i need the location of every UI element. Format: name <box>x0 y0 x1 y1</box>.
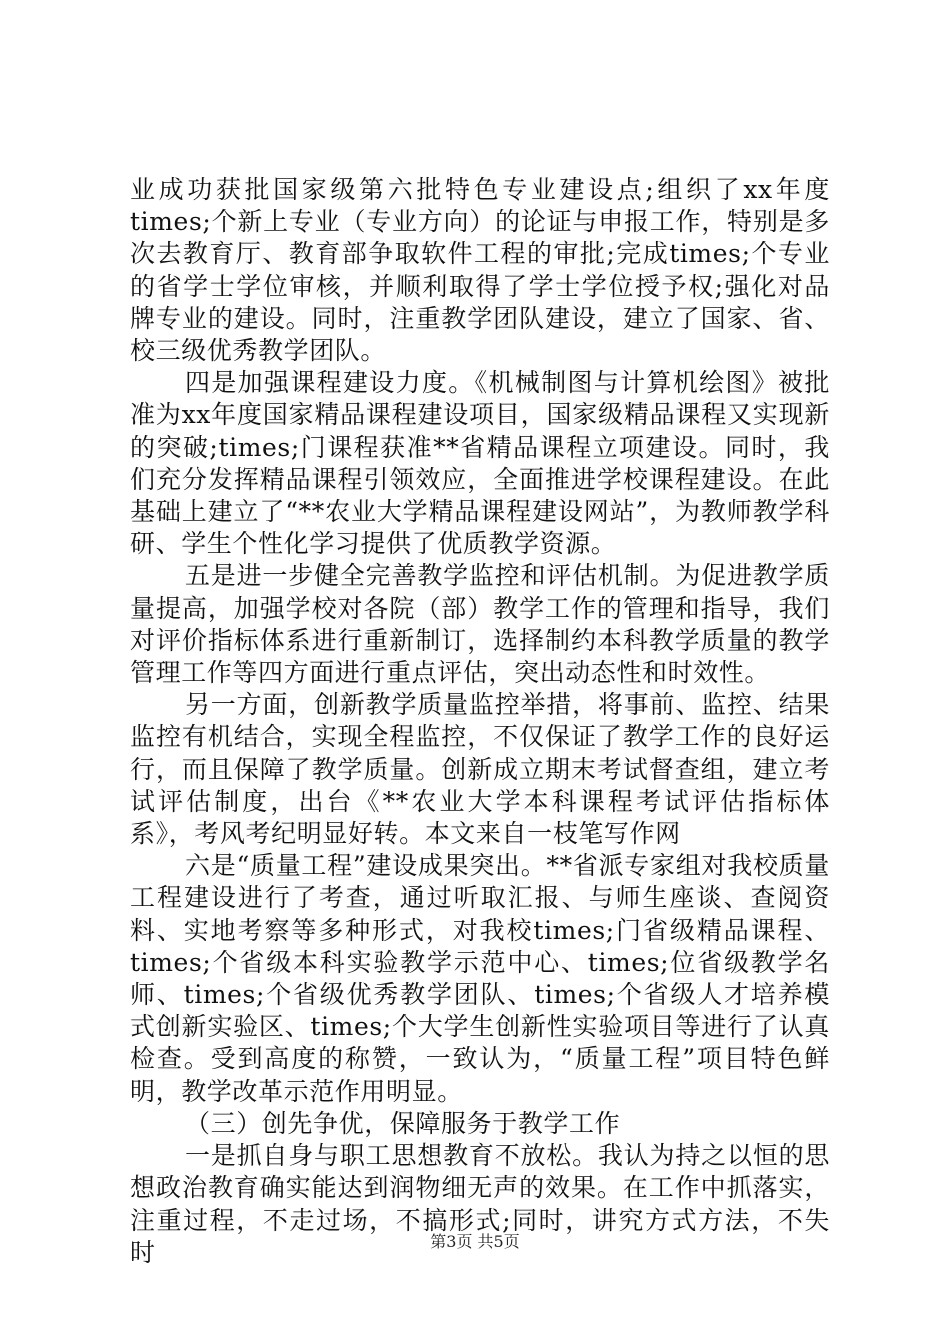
paragraph-ideological-education: 一是抓自身与职工思想教育不放松。我认为持之以恒的思想政治教育确实能达到润物细无声的效果。在工作中抓落实，注重过程，不走过场，不搞形式;同时，讲究方式方法，不失时 <box>130 1141 830 1267</box>
paragraph-monitoring-measures: 另一方面，创新教学质量监控举措，将事前、监控、结果监控有机结合，实现全程监控，不仅保证了教学工作的良好运行，而且保障了教学质量。创新成立期末考试督查组，建立考试评估制度，出台《**农业大学本科课程考试评估指标体系》，考风考纪明显好转。本文来自一枝笔写作网 <box>130 690 830 849</box>
paragraph-quality-project: 六是“质量工程”建设成果突出。**省派专家组对我校质量工程建设进行了考查，通过听取汇报、与师生座谈、查阅资料、实地考察等多种形式，对我校times;门省级精品课程、times;个省级本科实验教学示范中心、times;位省级教学名师、times;个省级优秀教学团队、times;个省级人才培养模式创新实验区、times;个大学生创新性实验项目等进行了认真检查。受到高度的称赞，一致认为，“质量工程”项目特色鲜明，教学改革示范作用明显。 <box>130 851 830 1106</box>
page-footer <box>0 1232 950 1252</box>
document-body <box>130 174 830 1269</box>
paragraph-monitoring-mechanism: 五是进一步健全完善教学监控和评估机制。为促进教学质量提高，加强学校对各院（部）教学工作的管理和指导，我们对评价指标体系进行重新制订，选择制约本科教学质量的教学管理工作等四方面进行重点评估，突出动态性和时效性。 <box>130 561 830 688</box>
section-heading: （三）创先争优，保障服务于教学工作 <box>185 1108 621 1138</box>
paragraph-continuation: 业成功获批国家级第六批特色专业建设点;组织了xx年度times;个新上专业（专业方向）的论证与申报工作，特别是多次去教育厅、教育部争取软件工程的审批;完成times;个专业的省学士学位审核，并顺利取得了学士学位授予权;强化对品牌专业的建设。同时，注重教学团队建设，建立了国家、省、校三级优秀教学团队。 <box>130 175 830 366</box>
page-number-label: 第3页 共5页 <box>430 1232 520 1251</box>
paragraph-course-construction: 四是加强课程建设力度。《机械制图与计算机绘图》被批准为xx年度国家精品课程建设项目，国家级精品课程又实现新的突破;times;门课程获准**省精品课程立项建设。同时，我们充分发挥精品课程引领效应，全面推进学校课程建设。在此基础上建立了“**农业大学精品课程建设网站”，为教师教学科研、学生个性化学习提供了优质教学资源。 <box>130 368 830 559</box>
